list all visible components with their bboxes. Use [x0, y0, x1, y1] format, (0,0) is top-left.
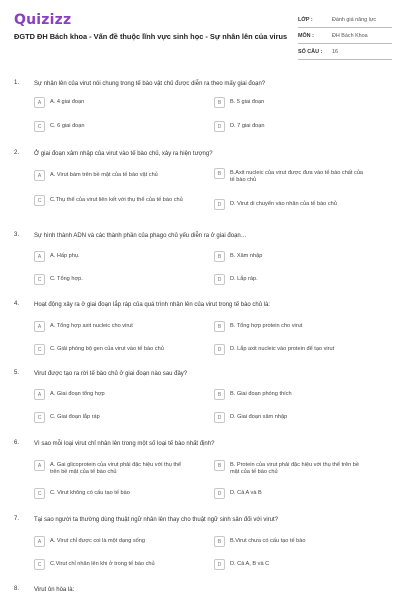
question-text: Sự hình thành ADN và các thành phần của phago chủ yếu diễn ra ở giai đoạn…: [34, 233, 247, 239]
option-c[interactable]: [34, 344, 188, 355]
option-b[interactable]: [214, 168, 368, 184]
option-b[interactable]: [214, 251, 368, 262]
meta-label-subject: MÔN :: [298, 32, 314, 39]
quizizz-logo: Quizizz: [14, 12, 72, 28]
meta-row-subject: [298, 28, 392, 44]
option-letter: D: [214, 412, 225, 423]
option-d[interactable]: [214, 559, 368, 570]
option-letter: A: [34, 251, 45, 262]
option-text: D. Lắp axit nucleic vào protein để tạo virut: [230, 346, 335, 352]
option-b[interactable]: [214, 389, 368, 400]
option-letter: B: [214, 97, 225, 108]
option-d[interactable]: [214, 121, 368, 132]
option-text: A. 4 giai đoạn: [50, 99, 85, 105]
option-letter: D: [214, 199, 225, 210]
option-letter: B: [214, 251, 225, 262]
meta-row-class: [298, 12, 392, 28]
option-text: C.Virut chỉ nhân lên khi ở trong tế bào chủ: [50, 561, 155, 567]
option-text: C. 6 giai đoạn: [50, 123, 85, 129]
option-letter: A: [34, 389, 45, 400]
worksheet-header: [0, 0, 400, 72]
option-text: B. Giai đoạn phóng thích: [230, 391, 292, 397]
question-5: [0, 370, 400, 432]
option-d[interactable]: [214, 199, 368, 210]
meta-row-question-count: [298, 44, 392, 60]
option-text: C.Thụ thể của virut liên kết với thụ thể của tế bào chủ: [50, 197, 183, 203]
question-2: [0, 150, 400, 222]
question-number: 4.: [14, 301, 20, 307]
question-4: [0, 301, 400, 363]
option-b[interactable]: [214, 321, 368, 332]
question-text: Tại sao người ta thường dùng thuật ngữ nhân lên thay cho thuật ngữ sinh sản đối với virut?: [34, 517, 279, 523]
option-letter: A: [34, 460, 45, 471]
option-letter: C: [34, 488, 45, 499]
option-d[interactable]: [214, 488, 368, 499]
option-d[interactable]: [214, 412, 368, 423]
option-text: D. Lắp ráp.: [230, 276, 258, 282]
option-b[interactable]: [214, 460, 368, 476]
question-number: 3.: [14, 232, 20, 238]
option-letter: C: [34, 559, 45, 570]
option-c[interactable]: [34, 121, 188, 132]
option-letter: A: [34, 536, 45, 547]
option-letter: D: [214, 488, 225, 499]
option-text: B.Axit nucleic của virut được đưa vào tế bào chất của tế bào chủ: [230, 170, 364, 183]
option-letter: B: [214, 389, 225, 400]
question-text: Virut được tạo ra rời tế bào chủ ở giai đoạn nào sau đây?: [34, 371, 188, 377]
option-text: A. Hấp phụ.: [50, 253, 80, 259]
option-letter: C: [34, 412, 45, 423]
question-8: [0, 586, 400, 600]
option-letter: A: [34, 321, 45, 332]
option-letter: C: [34, 121, 45, 132]
option-letter: A: [34, 170, 45, 181]
option-a[interactable]: [34, 321, 188, 332]
question-number: 2.: [14, 150, 20, 156]
option-d[interactable]: [214, 344, 368, 355]
option-text: D. Cả A và B: [230, 490, 262, 496]
option-text: C. Tổng hợp.: [50, 276, 83, 282]
option-letter: A: [34, 97, 45, 108]
meta-label-class: LỚP :: [298, 16, 313, 23]
option-letter: C: [34, 274, 45, 285]
question-text: Vì sao mỗi loại virut chỉ nhân lên trong một số loại tế bào nhất định?: [34, 441, 215, 447]
option-text: B. Protein của virut phải đặc hiệu với thụ thể trên bề mặt của tế bào chủ: [230, 462, 359, 475]
meta-value-question-count: 16: [332, 48, 338, 55]
option-text: A. Giai đoạn tổng hợp: [50, 391, 105, 397]
option-a[interactable]: [34, 170, 188, 181]
question-6: [0, 440, 400, 508]
option-text: C. Giải phóng bộ gen của virut vào tế bào chủ: [50, 346, 164, 352]
option-d[interactable]: [214, 274, 368, 285]
option-text: A. Gai glicoprotein của virut phải đặc hiệu với thụ thể trên bề mặt của tế bào chủ: [50, 462, 182, 475]
option-text: D. Giai đoạn xâm nhập: [230, 414, 288, 420]
option-text: D. 7 giai đoạn: [230, 123, 265, 129]
question-text: Sự nhân lên của virut nói chung trong tế bào vật chủ được diễn ra theo mấy giai đoạn?: [34, 81, 266, 87]
option-c[interactable]: [34, 488, 188, 499]
question-number: 6.: [14, 440, 20, 446]
question-text: Virut ôn hòa là:: [34, 587, 75, 593]
option-c[interactable]: [34, 559, 188, 570]
option-text: A. Virut chỉ được coi là một dạng sống: [50, 538, 145, 544]
option-text: A. Virut bám trên bề mặt của tế bào vật chủ: [50, 172, 158, 178]
option-b[interactable]: [214, 97, 368, 108]
option-text: B. Tổng hợp protein cho virut: [230, 323, 303, 329]
option-text: C. Virut không có cấu tạo tế bào: [50, 490, 130, 496]
option-letter: D: [214, 274, 225, 285]
option-a[interactable]: [34, 460, 188, 476]
option-a[interactable]: [34, 97, 188, 108]
worksheet-title: ĐGTD ĐH Bách khoa - Vấn đề thuộc lĩnh vực sinh học - Sự nhân lên của virus: [14, 32, 288, 41]
meta-label-question-count: SỐ CÂU :: [298, 48, 323, 55]
option-b[interactable]: [214, 536, 368, 547]
option-c[interactable]: [34, 274, 188, 285]
question-text: Ở giai đoạn xâm nhập của virut vào tế bào chủ, xảy ra hiện tượng?: [34, 151, 213, 157]
option-letter: C: [34, 344, 45, 355]
option-letter: B: [214, 168, 225, 179]
meta-value-subject: ĐH Bách Khoa: [332, 32, 368, 39]
option-letter: C: [34, 195, 45, 206]
option-a[interactable]: [34, 389, 188, 400]
question-number: 8.: [14, 586, 20, 592]
option-text: D. Cả A, B và C: [230, 561, 270, 567]
question-number: 5.: [14, 370, 20, 376]
option-c[interactable]: [34, 412, 188, 423]
option-letter: B: [214, 536, 225, 547]
worksheet-meta: [298, 12, 392, 60]
option-letter: D: [214, 121, 225, 132]
question-3: [0, 232, 400, 294]
option-a[interactable]: [34, 536, 188, 547]
option-letter: B: [214, 321, 225, 332]
question-7: [0, 516, 400, 578]
option-a[interactable]: [34, 251, 188, 262]
option-text: B. 5 giai đoạn: [230, 99, 265, 105]
option-text: C. Giai đoạn lắp ráp: [50, 414, 100, 420]
meta-value-class: Đánh giá năng lực: [332, 16, 377, 23]
question-text: Hoạt động xảy ra ở giai đoạn lắp ráp của quá trình nhân lên của virut trong tế bào chủ là:: [34, 302, 271, 308]
question-1: [0, 80, 400, 142]
question-number: 7.: [14, 516, 20, 522]
option-c[interactable]: [34, 195, 188, 206]
option-text: D. Virut di chuyển vào nhân của tế bào chủ: [230, 201, 337, 207]
option-text: A. Tổng hợp axit nucleic cho virut: [50, 323, 133, 329]
option-text: B. Xâm nhập: [230, 253, 263, 259]
option-letter: D: [214, 344, 225, 355]
option-letter: D: [214, 559, 225, 570]
option-text: B.Virut chưa có cấu tạo tế bào: [230, 538, 306, 544]
option-letter: B: [214, 460, 225, 471]
question-number: 1.: [14, 80, 20, 86]
